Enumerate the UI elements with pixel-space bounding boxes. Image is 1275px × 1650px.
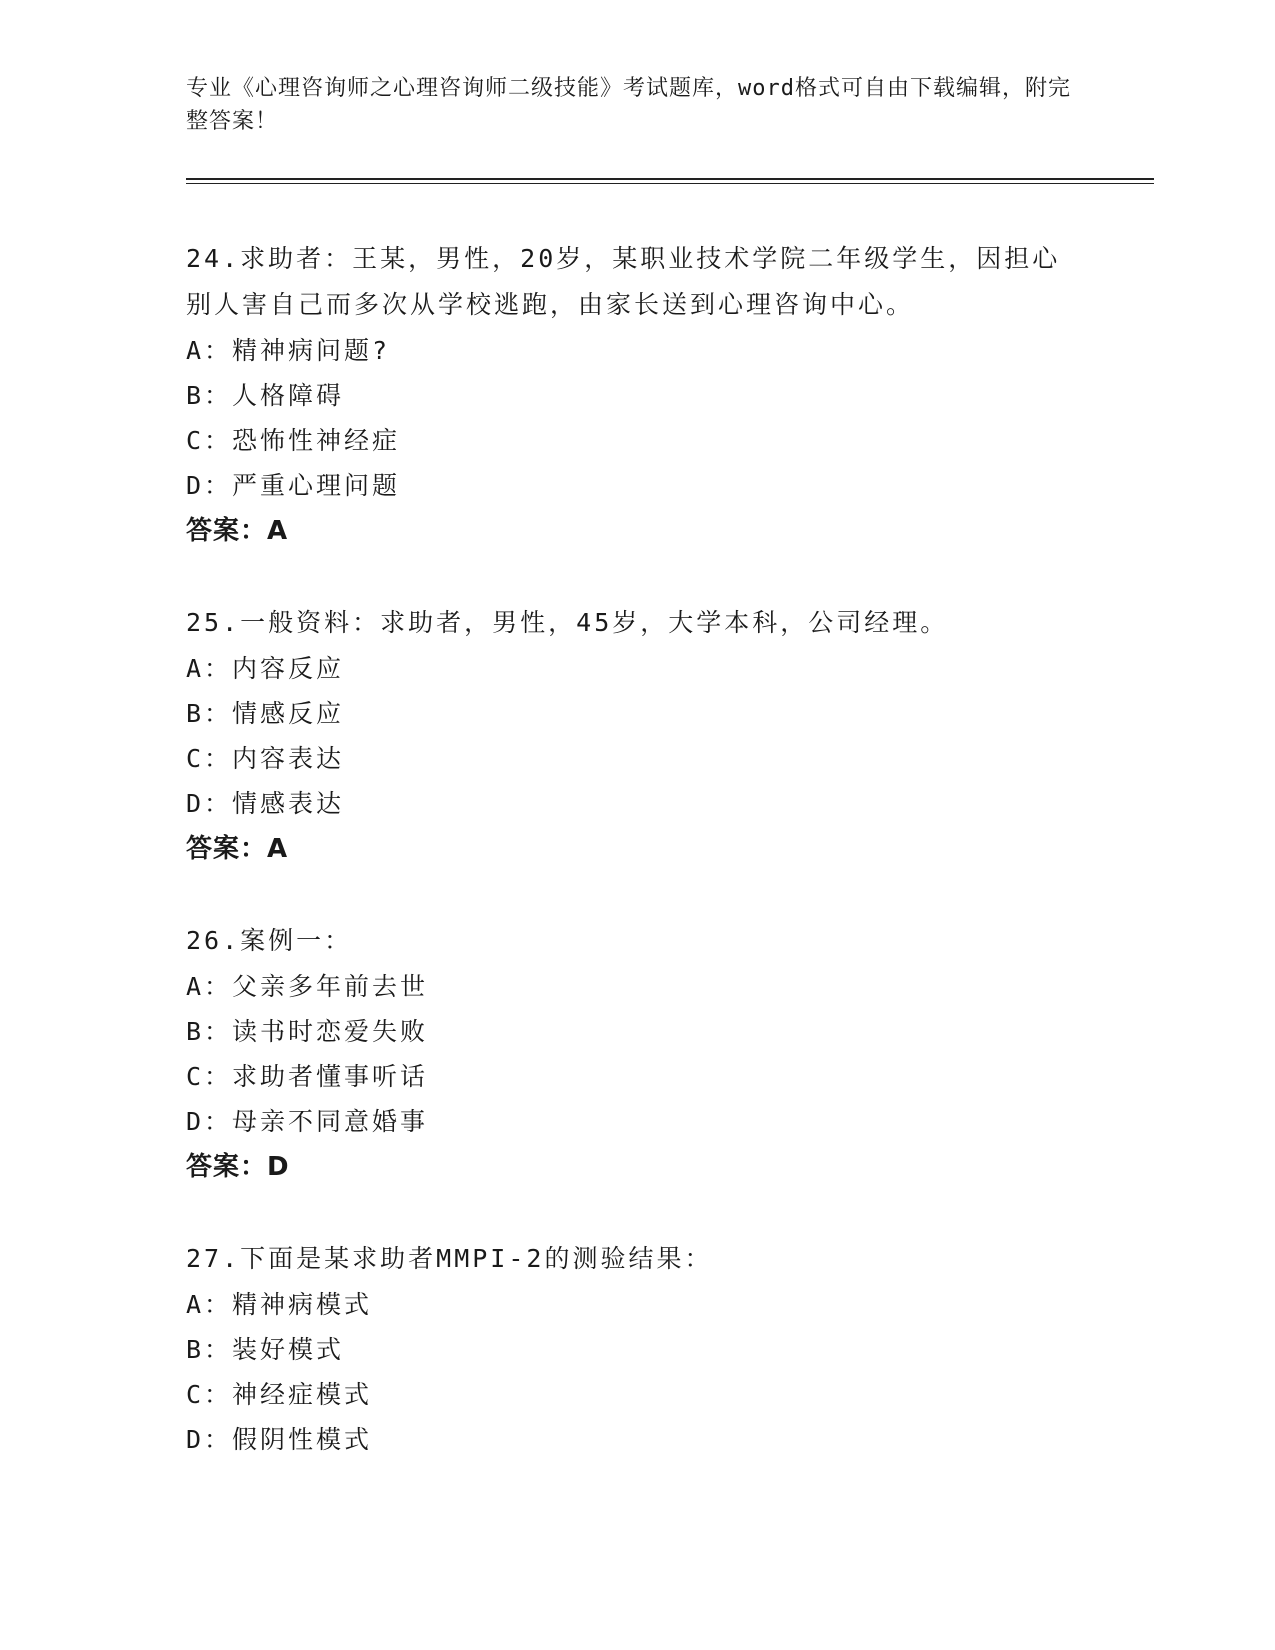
question-25 — [186, 600, 1086, 872]
option-c: C：神经症模式 — [186, 1380, 373, 1409]
document-header: 专业《心理咨询师之心理咨询师二级技能》考试题库，word格式可自由下载编辑，附完整答案！ — [186, 76, 1071, 134]
option-d: D：假阴性模式 — [186, 1425, 373, 1454]
header-divider-thick — [186, 178, 1154, 180]
question-24 — [186, 236, 1086, 554]
option-c: C：内容表达 — [186, 744, 345, 773]
option-b: B：人格障碍 — [186, 381, 345, 410]
option-a: A：精神病问题? — [186, 336, 391, 365]
option-d: D：母亲不同意婚事 — [186, 1107, 429, 1136]
option-a: A：精神病模式 — [186, 1290, 373, 1319]
option-d: D：严重心理问题 — [186, 471, 401, 500]
question-stem: 27.下面是某求助者MMPI-2的测验结果： — [186, 1244, 713, 1273]
question-list — [186, 236, 1086, 1508]
question-26 — [186, 918, 1086, 1190]
header-divider-thin — [186, 183, 1154, 184]
answer-line: 答案：D — [186, 1152, 290, 1182]
answer-line: 答案：A — [186, 834, 289, 864]
answer-line: 答案：A — [186, 516, 289, 546]
question-27 — [186, 1236, 1086, 1462]
question-stem: 26.案例一： — [186, 926, 353, 955]
question-stem: 24.求助者：王某，男性，20岁，某职业技术学院二年级学生，因担心别人害自己而多次从学校逃跑，由家长送到心理咨询中心。 — [186, 244, 1061, 319]
option-a: A：内容反应 — [186, 654, 345, 683]
option-d: D：情感表达 — [186, 789, 345, 818]
option-c: C：求助者懂事听话 — [186, 1062, 429, 1091]
option-b: B：情感反应 — [186, 699, 345, 728]
option-b: B：装好模式 — [186, 1335, 345, 1364]
option-c: C：恐怖性神经症 — [186, 426, 401, 455]
question-stem: 25.一般资料：求助者，男性，45岁，大学本科，公司经理。 — [186, 608, 949, 637]
option-b: B：读书时恋爱失败 — [186, 1017, 429, 1046]
option-a: A：父亲多年前去世 — [186, 972, 429, 1001]
